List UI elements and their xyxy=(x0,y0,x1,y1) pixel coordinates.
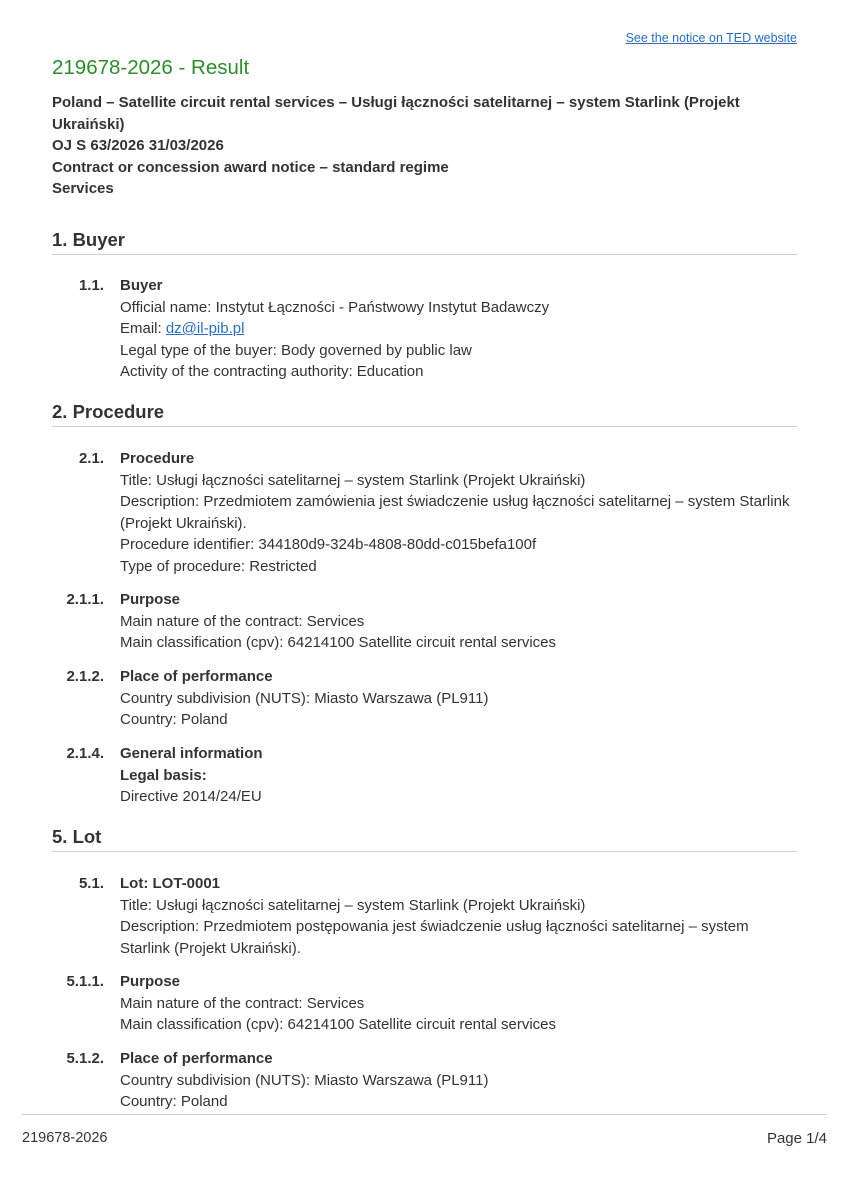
country: Country: Poland xyxy=(120,1093,228,1110)
subsection-heading: Buyer xyxy=(120,277,163,294)
legal-basis-label: Legal basis: xyxy=(120,766,207,784)
ted-website-link[interactable]: See the notice on TED website xyxy=(625,31,797,45)
main-nature: Main nature of the contract: Services xyxy=(120,994,365,1012)
footer-notice-id: 219678-2026 xyxy=(22,1130,108,1146)
procedure-identifier: Procedure identifier: 344180d9-324b-4808-80dd-c015befa100f xyxy=(120,536,537,553)
procedure-type: Type of procedure: Restricted xyxy=(120,557,317,575)
meta-notice-type: Contract or concession award notice – standard regime xyxy=(52,158,449,176)
subsection-number: 1.1. xyxy=(78,277,104,294)
subsection-number: 5.1.2. xyxy=(66,1050,104,1067)
main-nature: Main nature of the contract: Services xyxy=(120,612,365,630)
legal-basis: Directive 2014/24/EU xyxy=(120,788,262,805)
email-link[interactable]: dz@il-pib.pl xyxy=(165,320,245,337)
meta-subject: Poland – Satellite circuit rental services – Usługi łączności satelitarnej – system Starlink (Projekt Ukraiński) xyxy=(52,94,740,133)
procedure-description: Description: Przedmiotem zamówienia jest świadczenie usług łączności satelitarnej – system Starlink (Projekt Ukraiński). xyxy=(120,493,790,532)
country: Country: Poland xyxy=(120,711,228,728)
meta-oj-reference: OJ S 63/2026 31/03/2026 xyxy=(52,137,224,154)
meta-contract-type: Services xyxy=(52,180,114,197)
subsection-number: 5.1.1. xyxy=(66,973,104,990)
email-label: Email: xyxy=(120,320,166,337)
subsection-number: 2.1.1. xyxy=(66,591,104,608)
subsection-heading: Lot: LOT-0001 xyxy=(120,875,221,892)
subsection-heading: Place of performance xyxy=(120,1050,273,1067)
subsection-number: 2.1.4. xyxy=(66,745,104,762)
notice-meta xyxy=(52,92,802,200)
footer-divider xyxy=(22,1114,827,1115)
subsection-heading: General information xyxy=(120,745,263,762)
nuts-subdivision: Country subdivision (NUTS): Miasto Warszawa (PL911) xyxy=(120,689,489,707)
section-lot-title: 5. Lot xyxy=(52,826,797,852)
main-classification: Main classification (cpv): 64214100 Satellite circuit rental services xyxy=(120,634,557,651)
section-procedure-title: 2. Procedure xyxy=(52,401,797,427)
subsection-heading: Place of performance xyxy=(120,668,273,685)
lot-title: Title: Usługi łączności satelitarnej – system Starlink (Projekt Ukraiński) xyxy=(120,896,586,914)
subsection-heading: Purpose xyxy=(120,591,181,608)
subsection-number: 2.1. xyxy=(78,450,104,467)
footer-page-number: Page 1/4 xyxy=(766,1130,827,1147)
section-buyer-title: 1. Buyer xyxy=(52,229,797,255)
document-title: 219678-2026 - Result xyxy=(52,56,250,79)
activity: Activity of the contracting authority: Education xyxy=(120,363,424,380)
procedure-title: Title: Usługi łączności satelitarnej – system Starlink (Projekt Ukraiński) xyxy=(120,471,586,489)
subsection-heading: Purpose xyxy=(120,973,181,990)
official-name: Official name: Instytut Łączności - Państwowy Instytut Badawczy xyxy=(120,298,550,316)
main-classification: Main classification (cpv): 64214100 Satellite circuit rental services xyxy=(120,1016,557,1033)
nuts-subdivision: Country subdivision (NUTS): Miasto Warszawa (PL911) xyxy=(120,1071,489,1089)
subsection-number: 5.1. xyxy=(78,875,104,892)
lot-description: Description: Przedmiotem postępowania jest świadczenie usług łączności satelitarnej – system Starlink (Projekt Ukraiński). xyxy=(120,918,749,957)
email-line xyxy=(120,318,800,340)
legal-type: Legal type of the buyer: Body governed by public law xyxy=(120,341,472,359)
subsection-number: 2.1.2. xyxy=(66,668,104,685)
subsection-heading: Procedure xyxy=(120,450,195,467)
